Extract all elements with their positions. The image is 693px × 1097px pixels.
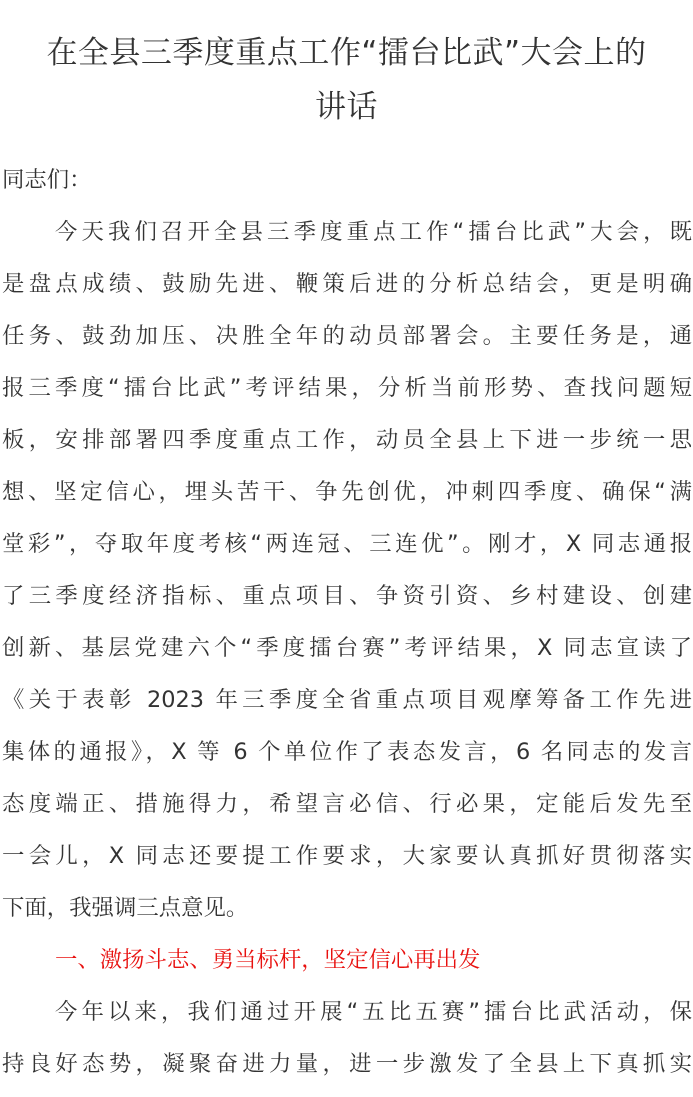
document-body xyxy=(2,154,692,1090)
paragraph-1-line: 态度端正、措施得力，希望言必信、行必果，定能后发先至 xyxy=(2,791,692,817)
paragraph-2-line: 持良好态势，凝聚奋进力量，进一步激发了全县上下真抓实 xyxy=(2,1051,692,1077)
paragraph-1-line: 了三季度经济指标、重点项目、争资引资、乡村建设、创建 xyxy=(2,583,692,609)
paragraph-1-line: 想、坚定信心，埋头苦干、争先创优，冲刺四季度、确保“满 xyxy=(2,479,692,505)
section-1-heading: 一、激扬斗志、勇当标杆，坚定信心再出发 xyxy=(55,947,481,973)
paragraph-1-line: 堂彩”，夺取年度考核“两连冠、三连优”。刚才，X 同志通报 xyxy=(2,531,692,557)
title-line-1: 在全县三季度重点工作“擂台比武”大会上的 xyxy=(46,35,647,71)
paragraph-1-line: 报三季度“擂台比武”考评结果，分析当前形势、查找问题短 xyxy=(2,375,692,401)
salutation: 同志们： xyxy=(2,167,92,193)
title-line-2: 讲话 xyxy=(315,89,378,125)
paragraph-1-line: 集体的通报》，X 等 6 个单位作了表态发言，6 名同志的发言 xyxy=(2,739,692,765)
paragraph-1-line: 《关于表彰 2023 年三季度全省重点项目观摩筹备工作先进 xyxy=(2,687,692,713)
paragraph-1-line: 是盘点成绩、鼓励先进、鞭策后进的分析总结会，更是明确 xyxy=(2,271,692,297)
document-title xyxy=(0,26,693,134)
paragraph-1-line: 任务、鼓劲加压、决胜全年的动员部署会。主要任务是，通 xyxy=(2,323,692,349)
paragraph-1-line: 今天我们召开全县三季度重点工作“擂台比武”大会，既 xyxy=(55,219,692,245)
paragraph-2-line: 今年以来，我们通过开展“五比五赛”擂台比武活动，保 xyxy=(55,999,692,1025)
paragraph-1-line: 下面，我强调三点意见。 xyxy=(2,895,249,921)
paragraph-1-line: 一会儿，X 同志还要提工作要求，大家要认真抓好贯彻落实 xyxy=(2,843,692,869)
paragraph-1-line: 创新、基层党建六个“季度擂台赛”考评结果，X 同志宣读了 xyxy=(2,635,692,661)
paragraph-1-line: 板，安排部署四季度重点工作，动员全县上下进一步统一思 xyxy=(2,427,692,453)
